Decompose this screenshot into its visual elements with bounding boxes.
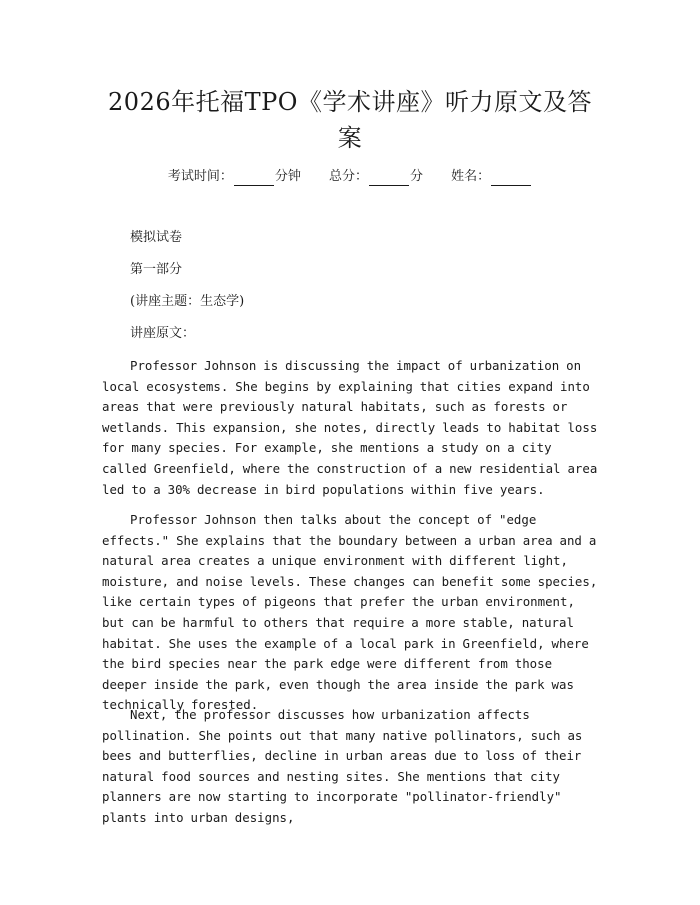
total-score-unit: 分 xyxy=(410,169,424,184)
transcript-label: 讲座原文： xyxy=(130,326,196,341)
name-label: 姓名： xyxy=(451,169,491,184)
total-score-field xyxy=(329,168,423,186)
transcript-paragraph: Professor Johnson then talks about the concept of "edge effects." She explains that the boundary between a urban area and a natural area creates a unique environment with different light, moisture, and noise levels. These changes can benefit some species, like certain types of pigeons that prefer the urban environment, but can be harmful to others that require a more stable, natural habitat. She uses the example of a local park in Greenfield, where the bird species near the park edge were different from those deeper inside the park, even though the area inside the park was technically forested. xyxy=(102,512,598,713)
total-score-label: 总分： xyxy=(328,169,368,184)
document-title: 2026年托福TPO《学术讲座》听力原文及答案 xyxy=(108,88,592,152)
exam-info-line xyxy=(0,168,700,186)
name-blank xyxy=(491,171,531,186)
section-type: 模拟试卷 xyxy=(130,230,183,245)
exam-time-label: 考试时间： xyxy=(167,169,233,184)
part-heading: 第一部分 xyxy=(130,262,183,277)
name-field xyxy=(451,168,532,186)
transcript-paragraph: Next, the professor discusses how urbanization affects pollination. She points out that many native pollinators, such as bees and butterflies, decline in urban areas due to loss of their natural food sources and nesting sites. She mentions that city planners are now starting to incorporate "pollinator-friendly" plants into urban designs, xyxy=(102,707,583,825)
exam-time-unit: 分钟 xyxy=(274,169,301,184)
transcript-paragraph: Professor Johnson is discussing the impact of urbanization on local ecosystems. She begins by explaining that cities expand into areas that were previously natural habitats, such as forests or wetlands. This expansion, she notes, directly leads to habitat loss for many species. For example, she mentions a study on a city called Greenfield, where the construction of a new residential area led to a 30% decrease in bird populations within five years. xyxy=(102,358,598,497)
lecture-topic: (讲座主题：生态学) xyxy=(130,294,245,309)
total-score-blank xyxy=(369,171,409,186)
exam-time-blank xyxy=(234,171,274,186)
exam-time-field xyxy=(168,168,301,186)
